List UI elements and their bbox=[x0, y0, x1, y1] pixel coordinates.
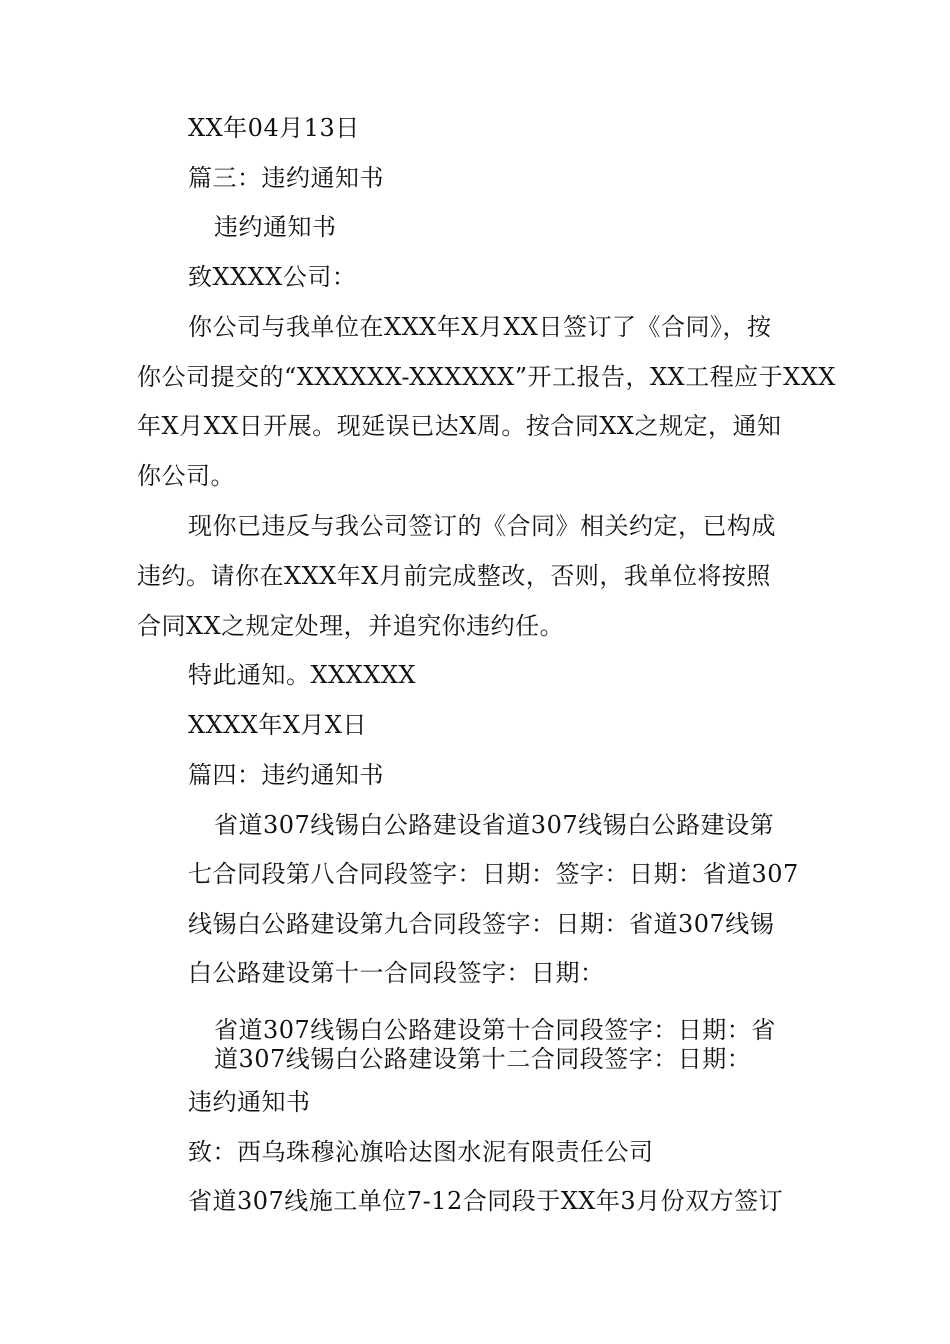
body-paragraph-line: 线锡白公路建设第九合同段签字：日期：省道307线锡 bbox=[188, 910, 775, 938]
body-paragraph-line: 违约。请你在XXX年X月前完成整改，否则，我单位将按照 bbox=[137, 562, 771, 590]
body-paragraph-line: 你公司与我单位在XXX年X月XX日签订了《合同》，按 bbox=[188, 313, 772, 341]
section-heading: 篇四：违约通知书 bbox=[188, 761, 384, 789]
section-heading: 篇三：违约通知书 bbox=[188, 164, 384, 192]
date-line: XX年04月13日 bbox=[188, 114, 360, 142]
body-paragraph-line: 省道307线锡白公路建设第十合同段签字：日期：省 bbox=[214, 1016, 776, 1044]
body-paragraph-line: 合同XX之规定处理，并追究你违约任。 bbox=[137, 612, 565, 640]
date-line: XXXX年X月X日 bbox=[188, 711, 368, 739]
recipient-line: 致：西乌珠穆沁旗哈达图水泥有限责任公司 bbox=[188, 1138, 654, 1166]
body-paragraph-line: 年X月XX日开展。现延误已达X周。按合同XX之规定，通知 bbox=[137, 412, 782, 440]
notice-title: 违约通知书 bbox=[214, 213, 337, 241]
notice-title: 违约通知书 bbox=[188, 1088, 311, 1116]
body-paragraph-line: 道307线锡白公路建设第十二合同段签字：日期： bbox=[214, 1045, 752, 1073]
body-paragraph-line: 现你已违反与我公司签订的《合同》相关约定，已构成 bbox=[188, 512, 776, 540]
recipient-line: 致XXXX公司： bbox=[188, 263, 357, 291]
body-paragraph-line: 省道307线施工单位7-12合同段于XX年3月份双方签订 bbox=[188, 1187, 784, 1215]
body-paragraph-line: 你公司提交的“XXXXXX-XXXXXX”开工报告，XX工程应于XXX bbox=[137, 363, 836, 391]
body-paragraph-line: 七合同段第八合同段签字：日期：签字：日期：省道307 bbox=[188, 860, 799, 888]
body-paragraph-line: 省道307线锡白公路建设省道307线锡白公路建设第 bbox=[214, 811, 775, 839]
body-paragraph-line: 白公路建设第十一合同段签字：日期： bbox=[188, 959, 605, 987]
body-paragraph-line: 你公司。 bbox=[137, 462, 235, 490]
closing-line: 特此通知。XXXXXX bbox=[188, 661, 417, 689]
